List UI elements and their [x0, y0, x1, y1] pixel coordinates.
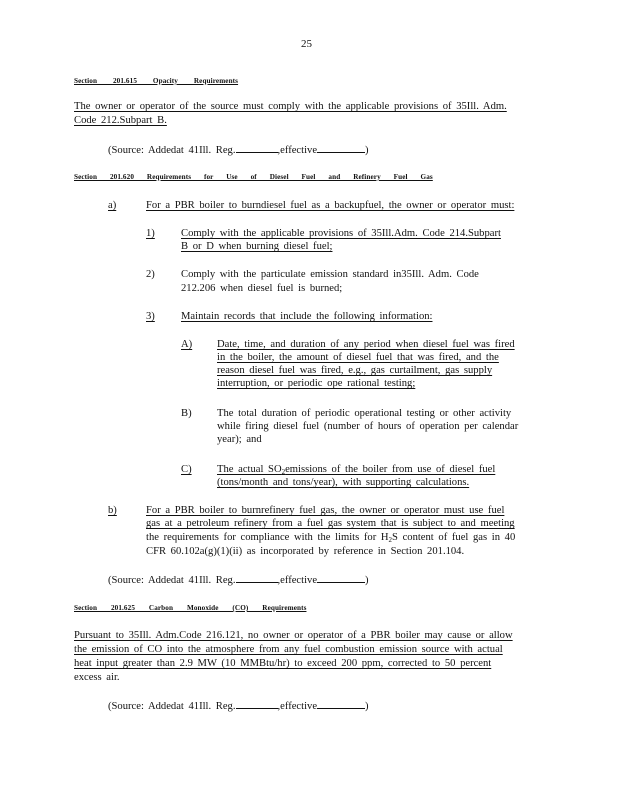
item-a2-label: 2)	[146, 269, 155, 280]
section-625-body-line-3: heat input greater than 2.9 MW (10 MMBtu/hr) to exceed 200 ppm, corrected to 50 percent	[74, 658, 492, 669]
item-B-line-1: The total duration of periodic operational testing or other activity	[217, 408, 512, 419]
reg-blank	[236, 573, 278, 583]
effective-blank	[317, 143, 365, 153]
item-a3-label: 3)	[146, 311, 155, 322]
source-end: )	[365, 701, 369, 712]
section-625-body-line-4: excess air.	[74, 672, 120, 683]
item-C-line-1b: emissions of the boiler from use of diesel fuel	[285, 464, 496, 475]
item-b-label: b)	[108, 505, 117, 516]
item-a1-label: 1)	[146, 228, 155, 239]
reg-blank	[236, 699, 278, 709]
source-prefix: (Source: Addedat 41Ill. Reg.	[108, 575, 236, 586]
item-b-line-2: gas at a petroleum refinery from a fuel gas system that is subject to and meeting	[146, 518, 515, 529]
source-end: )	[365, 575, 369, 586]
section-625-source	[108, 699, 369, 714]
source-mid: ,effective	[277, 575, 318, 586]
item-A-label: A)	[181, 339, 193, 350]
item-B-line-2: while firing diesel fuel (number of hours of operation per calendar	[217, 421, 519, 432]
so2-subscript: 2	[281, 468, 286, 476]
item-a2-line-2: 212.206 when diesel fuel is burned;	[181, 283, 343, 294]
page-number: 25	[301, 38, 312, 50]
item-b-line-3a: the requirements for compliance with the limits for H	[146, 532, 389, 543]
item-A-line-1: Date, time, and duration of any period when diesel fuel was fired	[217, 339, 515, 350]
h2s-subscript: 2	[388, 536, 393, 544]
item-C-line-1a: The actual SO	[217, 464, 282, 475]
effective-blank	[317, 699, 365, 709]
section-620-heading-text: Section 201.620 Requirements for Use of Diesel Fuel and Refinery Fuel Gas	[74, 173, 433, 181]
source-prefix: (Source: Addedat 41Ill. Reg.	[108, 701, 236, 712]
item-b-line-3b: S content of fuel gas in 40	[392, 532, 516, 543]
item-a1-line-1: Comply with the applicable provisions of 35Ill.Adm. Code 214.Subpart	[181, 228, 501, 239]
item-a2-line-1: Comply with the particulate emission standard in35Ill. Adm. Code	[181, 269, 479, 280]
item-a3-text: Maintain records that include the following information:	[181, 311, 433, 322]
item-b-line-1: For a PBR boiler to burnrefinery fuel gas, the owner or operator must use fuel	[146, 505, 505, 516]
item-C-label: C)	[181, 464, 192, 475]
effective-blank	[317, 573, 365, 583]
item-b-line-4: CFR 60.102a(g)(1)(ii) as incorporated by reference in Section 201.104.	[146, 546, 465, 557]
section-615-heading	[74, 77, 238, 85]
section-625-body-line-2: the emission of CO into the atmosphere from any fuel combustion emission source with actual	[74, 644, 503, 655]
source-mid: ,effective	[277, 145, 318, 156]
item-C-line-2: (tons/month and tons/year), with supporting calculations.	[217, 477, 470, 488]
item-a-text: For a PBR boiler to burndiesel fuel as a backupfuel, the owner or operator must:	[146, 200, 515, 211]
section-615-heading-text: Section 201.615 Opacity Requirements	[74, 77, 239, 85]
source-end: )	[365, 145, 369, 156]
source-prefix: (Source: Addedat 41Ill. Reg.	[108, 145, 236, 156]
section-625-heading-text: Section 201.625 Carbon Monoxide (CO) Requirements	[74, 604, 307, 612]
section-620-heading	[74, 173, 433, 181]
item-a-label: a)	[108, 200, 117, 211]
section-625-heading	[74, 604, 306, 612]
reg-blank	[236, 143, 278, 153]
source-mid: ,effective	[277, 701, 318, 712]
section-615-body-line-2: Code 212.Subpart B.	[74, 115, 167, 126]
section-615-body-line-1: The owner or operator of the source must comply with the applicable provisions of 35Ill. Adm.	[74, 101, 507, 112]
item-A-line-3: reason diesel fuel was fired, e.g., gas curtailment, gas supply	[217, 365, 493, 376]
section-615-source	[108, 143, 369, 158]
item-A-line-2: in the boiler, the amount of diesel fuel that was fired, and the	[217, 352, 499, 363]
item-B-line-3: year); and	[217, 434, 262, 445]
item-a1-line-2: B or D when burning diesel fuel;	[181, 241, 333, 252]
item-A-line-4: interruption, or periodic ope rational testing;	[217, 378, 416, 389]
section-620-source	[108, 573, 369, 588]
section-625-body-line-1: Pursuant to 35Ill. Adm.Code 216.121, no owner or operator of a PBR boiler may cause or allow	[74, 630, 513, 641]
item-B-label: B)	[181, 408, 192, 419]
